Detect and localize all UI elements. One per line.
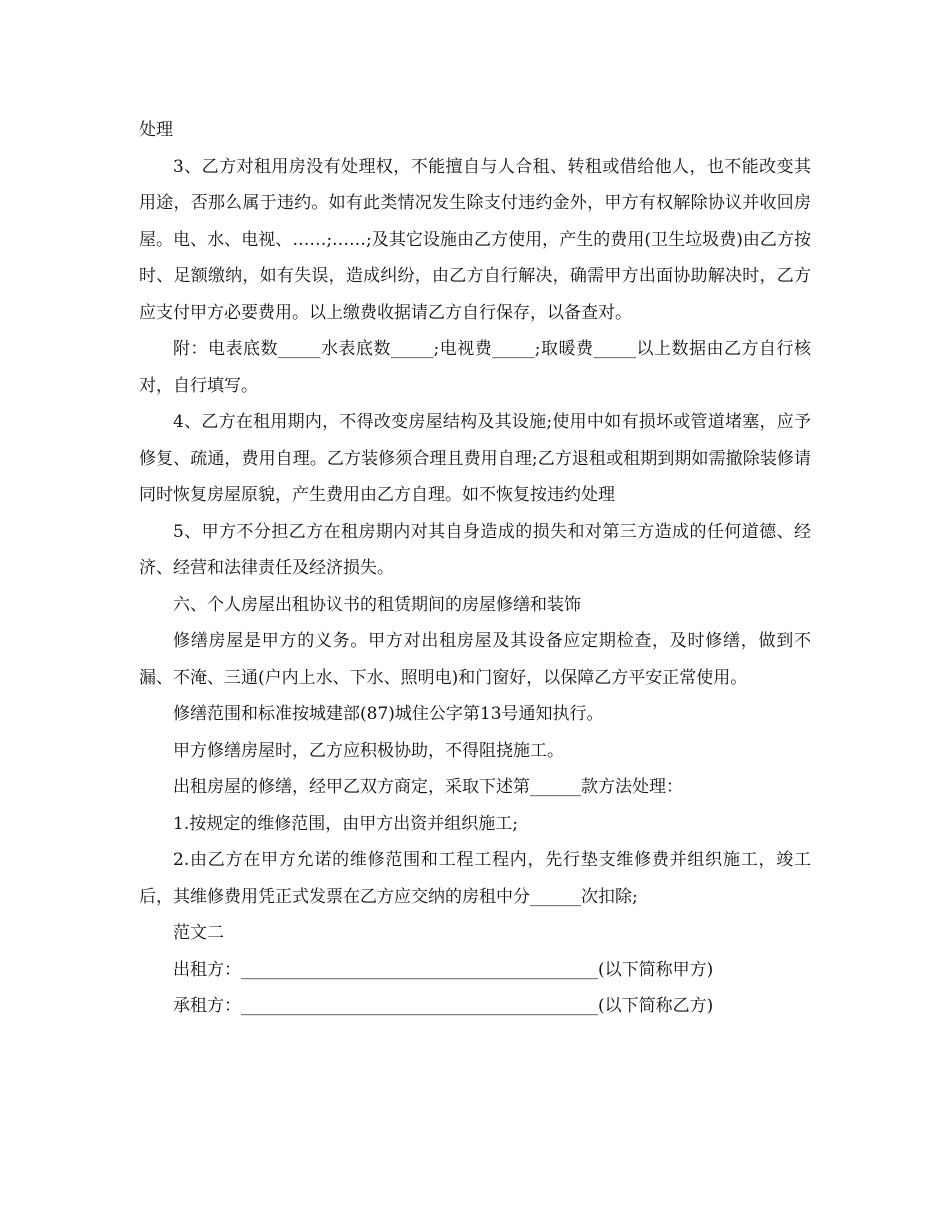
paragraph-repair-standard: 修缮范围和标准按城建部(87)城住公字第13号通知执行。 bbox=[173, 704, 604, 724]
paragraph-clause-4: 4、乙方在租用期内，不得改变房屋结构及其设施;使用中如有损坏或管道堵塞，应予修复、疏通，费用自理。乙方装修须合理且费用自理;乙方退租或租期到期如需撤除装修请同时恢复房屋原貌，产生费用由乙方自理。如不恢复按违约处理 bbox=[139, 412, 811, 505]
list-item-method-2: 2.由乙方在甲方允诺的维修范围和工程工程内，先行垫支维修费并组织施工，竣工后，其维修费用凭正式发票在乙方应交纳的房租中分______次扣除; bbox=[139, 850, 811, 907]
paragraph-handling: 处理 bbox=[139, 120, 173, 140]
sample-two-heading: 范文二 bbox=[173, 923, 224, 943]
section-heading-repairs: 六、个人房屋出租协议书的租赁期间的房屋修缮和装饰 bbox=[173, 594, 581, 615]
paragraph-clause-5: 5、甲方不分担乙方在租房期内对其自身造成的损失和对第三方造成的任何道德、经济、经营和法律责任及经济损失。 bbox=[139, 521, 811, 578]
paragraph-repair-duty: 修缮房屋是甲方的义务。甲方对出租房屋及其设备应定期检查，及时修缮，做到不漏、不淹、三通(户内上水、下水、照明电)和门窗好，以保障乙方平安正常使用。 bbox=[139, 631, 811, 688]
lessor-field: 出租方：__________________________________________(以下简称甲方) bbox=[173, 959, 714, 980]
paragraph-repair-cooperation: 甲方修缮房屋时，乙方应积极协助，不得阻挠施工。 bbox=[173, 740, 564, 761]
document-body bbox=[139, 112, 811, 1025]
list-item-method-1: 1.按规定的维修范围，由甲方出资并组织施工; bbox=[173, 813, 518, 834]
paragraph-meter-readings: 附：电表底数_____水表底数_____;电视费_____;取暖费_____以上数据由乙方自行核对，自行填写。 bbox=[139, 339, 811, 396]
lessee-field: 承租方：__________________________________________(以下简称乙方) bbox=[173, 996, 714, 1016]
paragraph-repair-method: 出租房屋的修缮，经甲乙双方商定，采取下述第______款方法处理： bbox=[173, 777, 683, 797]
paragraph-clause-3: 3、乙方对租用房没有处理权，不能擅自与人合租、转租或借给他人，也不能改变其用途，否那么属于违约。如有此类情况发生除支付违约金外，甲方有权解除协议并收回房屋。电、水、电视、……;……;及其它设施由乙方使用，产生的费用(卫生垃圾费)由乙方按时、足额缴纳，如有失误，造成纠纷，由乙方自行解决，确需甲方出面协助解决时，乙方应支付甲方必要费用。以上缴费收据请乙方自行保存，以备查对。 bbox=[139, 156, 811, 323]
